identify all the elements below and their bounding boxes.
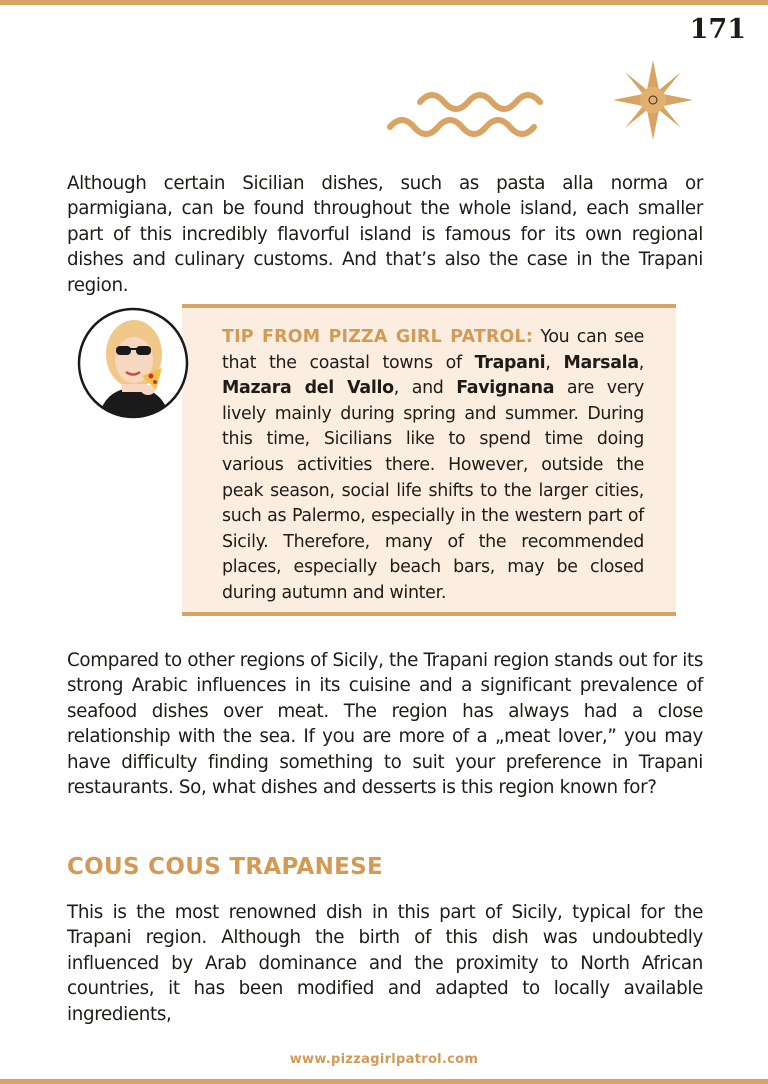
tip-text-segment: ,: [545, 352, 564, 373]
tip-text-segment: are very lively mainly during spring and summer. During this time, Sicilians like to spend time doing various activities there. However, outside the peak season, social life shifts to the larger cities, such as Palermo, especially in the western part of Sicily. Therefore, many of the recommended places, especially beach bars, may be closed during autumn and winter.: [222, 378, 644, 603]
section-paragraph: This is the most renowned dish in this part of Sicily, typical for the Trapani region. Although the birth of this dish was undoubtedly influenced by Arab dominance and the proximity to North African countries, it has been modified and adapted to locally available ingredients,: [67, 902, 703, 1025]
top-border: [0, 0, 768, 5]
town-marsala: Marsala: [563, 352, 639, 373]
footer-url[interactable]: www.pizzagirlpatrol.com: [289, 1052, 479, 1067]
second-paragraph: Compared to other regions of Sicily, the Trapani region stands out for its strong Arabic influences in its cuisine and a significant prevalence of seafood dishes over meat. The region has always had a close relationship with the sea. If you are more of a „meat lover,” you may have difficulty finding something to suit your preference in Trapani restaurants. So, what dishes and desserts is this region known for?: [67, 650, 703, 799]
page-number: 171: [689, 14, 746, 45]
bottom-border: [0, 1079, 768, 1084]
section-heading: COUS COUS TRAPANESE: [67, 854, 384, 880]
town-trapani: Trapani: [474, 352, 546, 373]
town-favignana: Favignana: [456, 378, 555, 399]
town-mazara: Mazara del Vallo: [222, 378, 394, 399]
waves-and-sun-icon: [380, 55, 700, 145]
tip-text: [222, 325, 644, 607]
tip-box: [182, 304, 676, 616]
tip-text-segment: ,: [638, 352, 644, 373]
tip-label: TIP FROM PIZZA GIRL PATROL:: [222, 327, 533, 347]
tip-text-segment: You can see that the coastal towns of: [222, 327, 644, 373]
tip-text-segment: , and: [393, 378, 457, 399]
pizza-girl-avatar: [76, 306, 190, 420]
intro-paragraph: Although certain Sicilian dishes, such as pasta alla norma or parmigiana, can be found throughout the whole island, each smaller part of this incredibly flavorful island is famous for its own regional dishes and culinary customs. And that’s also the case in the Trapani region.: [67, 173, 703, 296]
